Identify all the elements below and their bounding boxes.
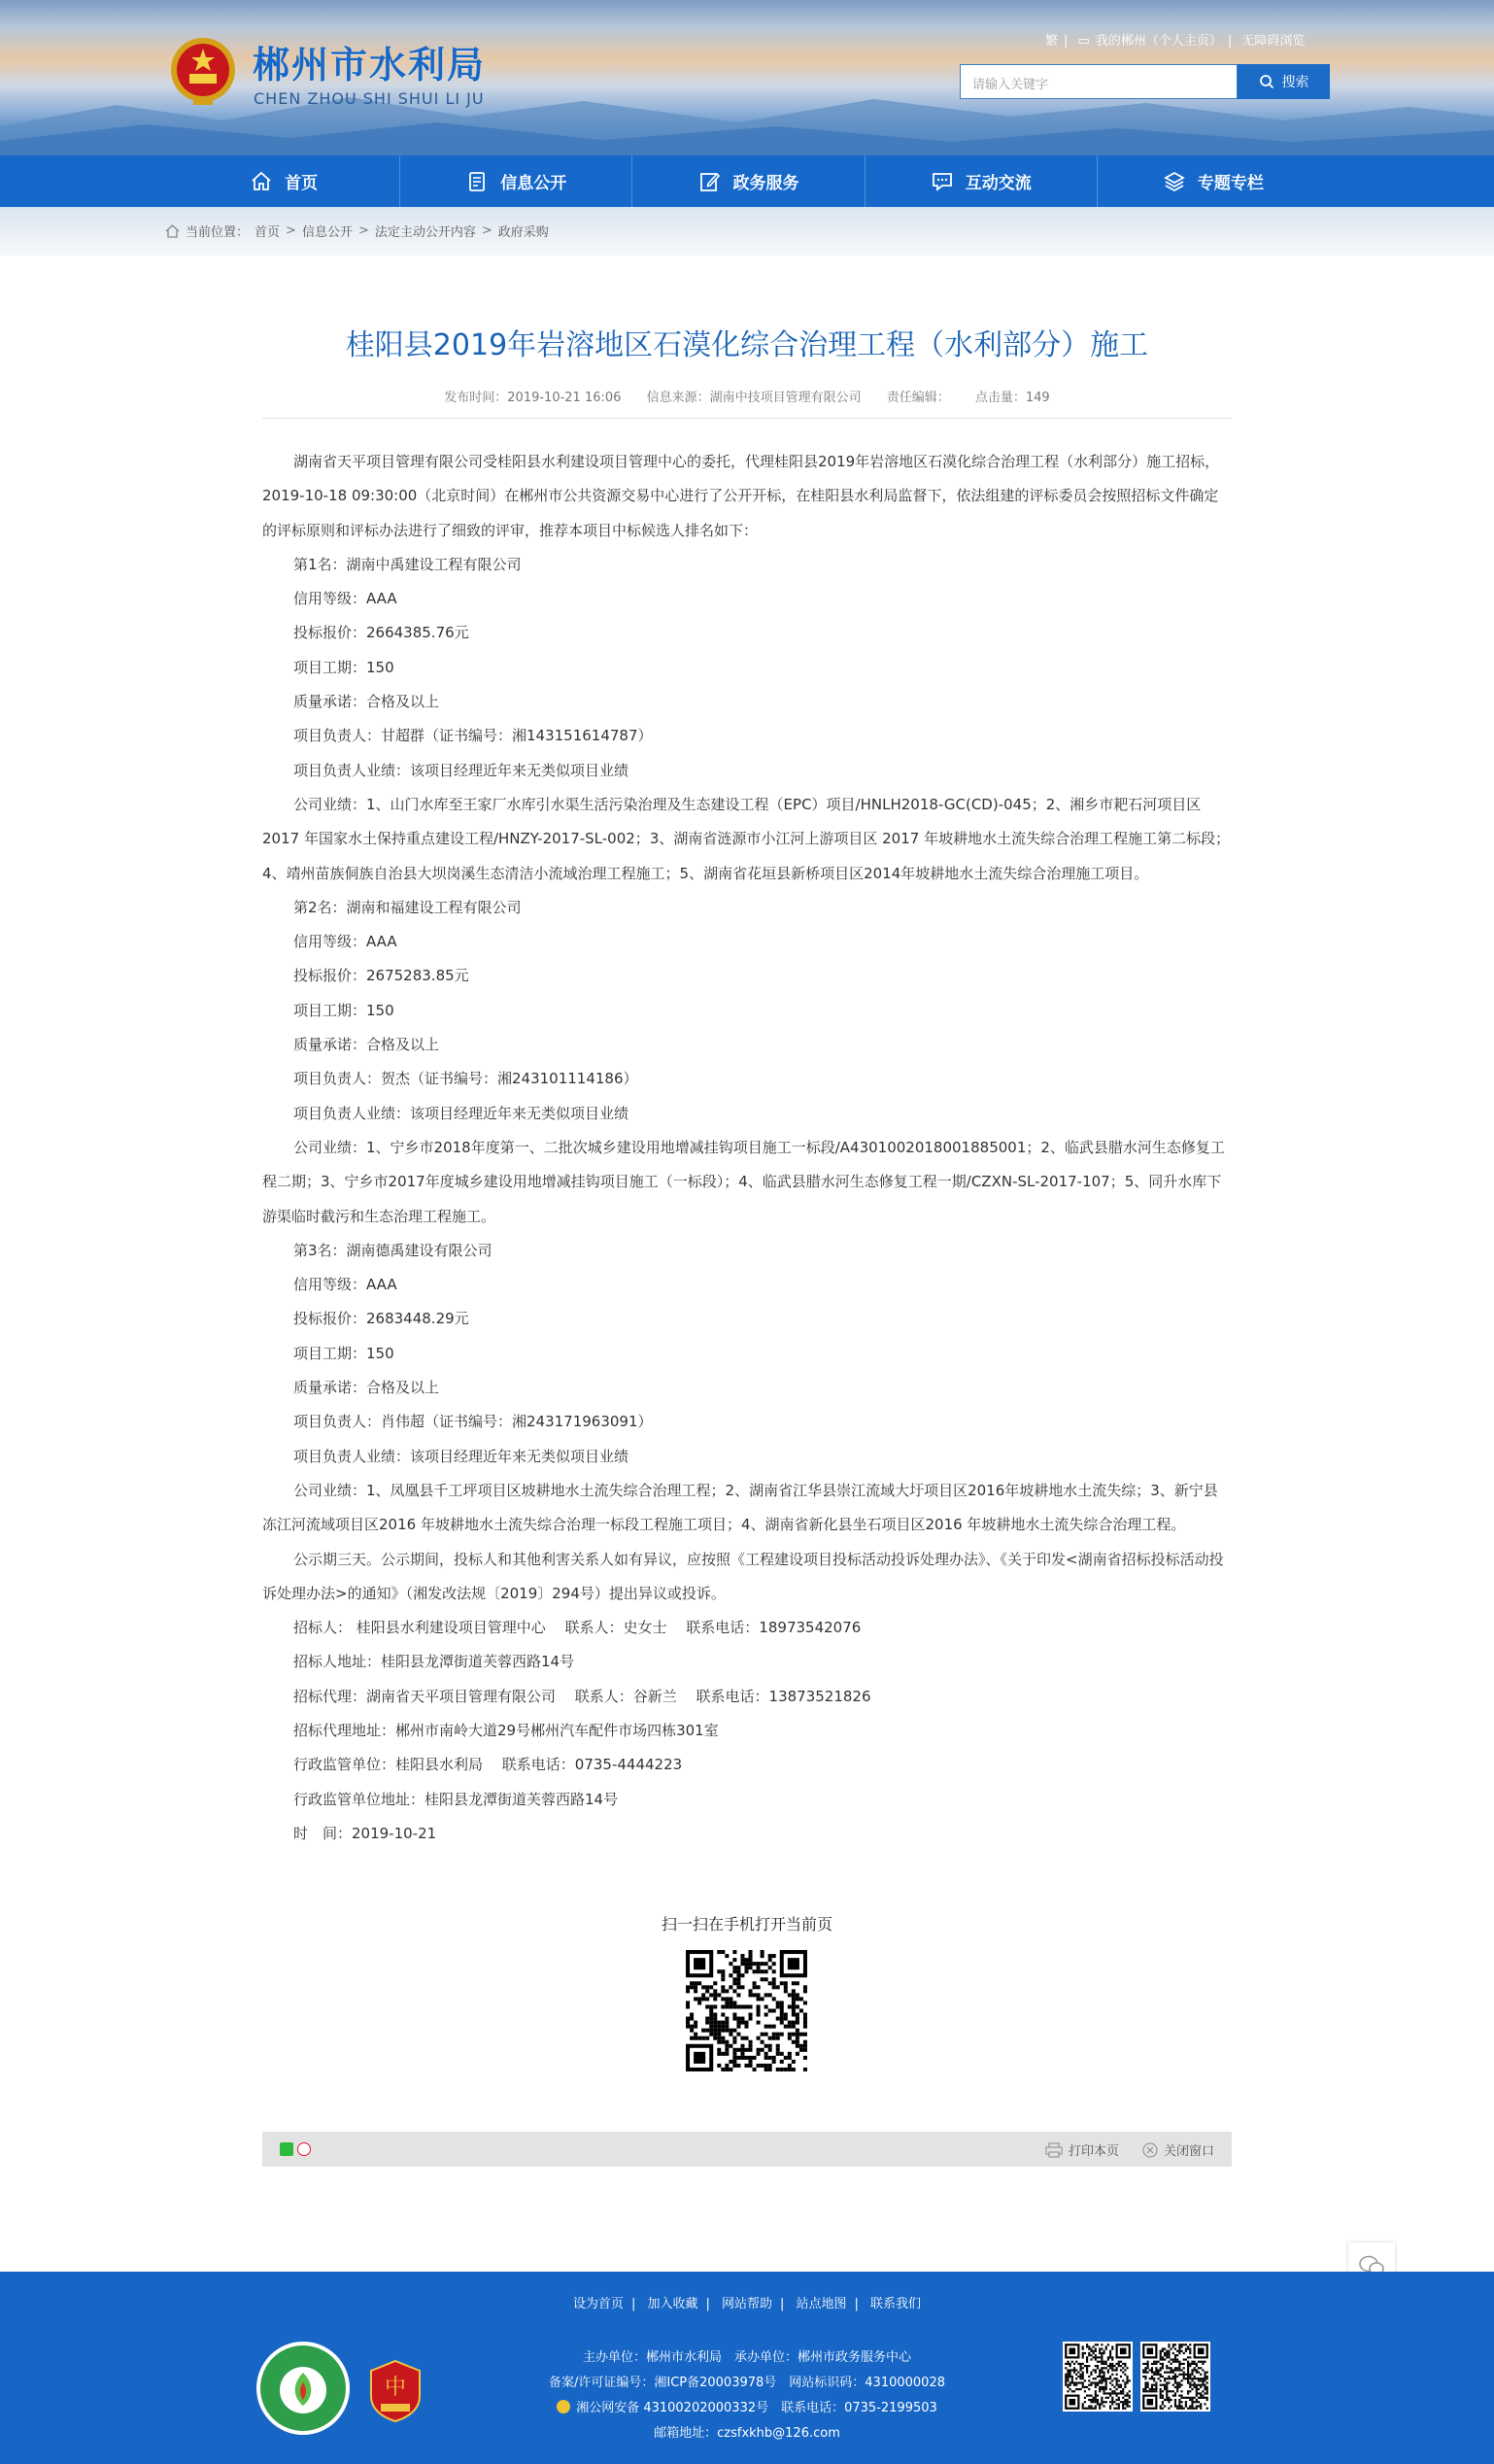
edit-icon — [698, 170, 722, 193]
police-badge-icon — [557, 2400, 570, 2413]
article-paragraph: 项目负责人业绩：该项目经理近年来无类似项目业绩 — [293, 1447, 629, 1465]
breadcrumb-separator: > — [481, 223, 492, 238]
search-button-label: 搜索 — [1281, 75, 1309, 90]
article-paragraph: 招标人地址：桂阳县龙潭街道芙蓉西路14号 — [293, 1653, 575, 1671]
article-paragraph: 公司业绩：1、山门水库至王家厂水库引水渠生活污染治理及生态建设工程（EPC）项目/HNLH2018-GC(CD)-045；2、湘乡市耙石河项目区2017 年国家水土保持重点建设工程/HNZY-2017-SL-002；3、湖南省涟源市小江河上游项目区 2017 年坡耕地水土流失综合治理工程施工第二标段；4、靖州苗族侗族自治县大坝岗溪生态清洁小流域治理工程施工；5、湖南省花垣县新桥项目区2014年坡耕地水土流失综合治理施工项目。 — [262, 795, 1231, 882]
article-paragraph: 第1名：湖南中禹建设工程有限公司 — [293, 555, 522, 573]
personal-homepage-link[interactable]: 我的郴州（个人主页） — [1095, 34, 1222, 49]
main-nav — [0, 155, 1494, 207]
set-homepage-link[interactable]: 设为首页 — [572, 2297, 624, 2311]
breadcrumb-separator: > — [357, 223, 369, 238]
breadcrumb-separator: > — [286, 223, 296, 238]
article-paragraph: 项目工期：150 — [293, 1001, 394, 1019]
nav-item-gov-services[interactable] — [632, 155, 865, 207]
share-icons — [280, 2142, 311, 2156]
svg-text:中: 中 — [384, 2376, 407, 2400]
responsible-editor: 责任编辑： — [886, 391, 950, 405]
wechat-share-icon[interactable] — [280, 2142, 293, 2156]
nav-item-home[interactable] — [168, 155, 400, 207]
article-toolbar — [262, 2132, 1232, 2167]
article-paragraph: 信用等级：AAA — [293, 1276, 397, 1294]
qr-caption: 扫一扫在手机打开当前页 — [661, 1915, 832, 1934]
article-paragraph: 湖南省天平项目管理有限公司受桂阳县水利建设项目管理中心的委托，代理桂阳县2019年岩溶地区石漠化综合治理工程（水利部分）施工招标，2019-10-18 09:30:00（北京时间）在郴州市公共资源交易中心进行了公开开标，在桂阳县水利局监督下，依法组建的评标委员会按照招标文件确定的评标原则和评标办法进行了细致的评审，推荐本项目中标候选人排名如下： — [262, 453, 1220, 539]
breadcrumb-item-statutory[interactable]: 法定主动公开内容 — [374, 225, 476, 240]
home-icon — [250, 170, 273, 193]
nav-item-label: 专题专栏 — [1197, 174, 1264, 193]
email-address: 邮箱地址：czsfxkhb@126.com — [654, 2426, 840, 2441]
article-title: 桂阳县2019年岩溶地区石漠化综合治理工程（水利部分）施工 — [345, 328, 1149, 362]
article-paragraph: 行政监管单位地址：桂阳县龙潭街道芙蓉西路14号 — [293, 1790, 619, 1808]
article-paragraph: 项目负责人：甘超群（证书编号：湘143151614787） — [293, 727, 653, 745]
home-icon — [165, 224, 180, 238]
article-paragraph: 投标报价：2683448.29元 — [293, 1310, 469, 1328]
print-button[interactable] — [1045, 2140, 1119, 2159]
print-label: 打印本页 — [1068, 2144, 1119, 2159]
nav-item-info-disclosure[interactable] — [400, 155, 632, 207]
nav-item-label: 信息公开 — [500, 174, 567, 193]
sitemap-link[interactable]: 站点地图 — [796, 2297, 847, 2311]
view-count: 点击量：149 — [974, 391, 1050, 405]
footer-qr-code-2 — [1140, 2342, 1210, 2412]
nav-item-special-topics[interactable] — [1098, 155, 1329, 207]
host-organizer: 主办单位：郴州市水利局 承办单位：郴州市政务服务中心 — [582, 2350, 911, 2365]
footer-qr-code-1 — [1063, 2342, 1133, 2412]
article-paragraph: 招标人： 桂阳县水利建设项目管理中心 联系人：史女士 联系电话：18973542076 — [293, 1619, 862, 1637]
article-paragraph: 质量承诺：合格及以上 — [293, 1036, 440, 1054]
title-divider — [262, 418, 1232, 419]
site-title[interactable]: 郴州市水利局 — [253, 44, 487, 86]
nav-item-interaction[interactable] — [866, 155, 1098, 207]
article-content — [262, 445, 1232, 1851]
site-footer — [0, 2272, 1494, 2464]
nav-item-label: 互动交流 — [965, 174, 1032, 193]
national-emblem-icon — [168, 33, 238, 111]
article-paragraph: 项目负责人：肖伟超（证书编号：湘243171963091） — [293, 1413, 653, 1431]
police-record[interactable] — [486, 2396, 1008, 2421]
article-paragraph: 项目工期：150 — [293, 1344, 394, 1362]
article-paragraph: 信用等级：AAA — [293, 590, 397, 608]
article-paragraph: 时 间：2019-10-21 — [293, 1824, 437, 1842]
article-paragraph: 行政监管单位：桂阳县水利局 联系电话：0735-4444223 — [293, 1756, 683, 1774]
article-paragraph: 公示期三天。公示期间，投标人和其他利害关系人如有异议，应按照《工程建设项目投标活动投诉处理办法》、《关于印发<湖南省招标投标活动投诉处理办法>的通知》（湘发改法规〔2019〕294号）提出异议或投诉。 — [262, 1550, 1224, 1602]
article-paragraph: 项目负责人：贺杰（证书编号：湘243101114186） — [293, 1070, 638, 1088]
add-favorite-link[interactable]: 加入收藏 — [647, 2297, 698, 2311]
weibo-share-icon[interactable] — [297, 2142, 311, 2156]
chat-icon — [931, 170, 954, 193]
traditional-chinese-link[interactable]: 繁 — [1045, 34, 1059, 49]
close-window-button[interactable] — [1142, 2140, 1214, 2159]
article-paragraph: 第2名：湖南和福建设工程有限公司 — [293, 898, 522, 916]
article-paragraph: 项目负责人业绩：该项目经理近年来无类似项目业绩 — [293, 1104, 629, 1122]
article-paragraph: 质量承诺：合格及以上 — [293, 1379, 440, 1397]
close-label: 关闭窗口 — [1163, 2144, 1214, 2159]
breadcrumb-item-procurement[interactable]: 政府采购 — [497, 225, 549, 240]
site-help-link[interactable]: 网站帮助 — [721, 2297, 772, 2311]
icp-record[interactable]: 备案/许可证编号：湘ICP备20003978号 网站标识码：4310000028 — [548, 2376, 945, 2390]
layers-icon — [1163, 170, 1186, 193]
footer-links: 设为首页 | 加入收藏 | 网站帮助 | 站点地图 | 联系我们 — [572, 2297, 922, 2311]
document-icon — [465, 170, 489, 193]
footer-info — [486, 2345, 1008, 2447]
nav-item-label: 首页 — [285, 174, 319, 193]
party-gov-badge-icon[interactable] — [369, 2359, 422, 2423]
breadcrumb-prefix: 当前位置： — [186, 225, 250, 240]
qr-code-image — [682, 1946, 811, 2075]
police-record-text: 湘公网安备 43100202000332号 联系电话：0735-2199503 — [576, 2401, 937, 2415]
article-meta — [262, 387, 1232, 405]
article-paragraph: 招标代理地址：郴州市南岭大道29号郴州汽车配件市场四栋301室 — [293, 1721, 719, 1739]
breadcrumb-item-info[interactable]: 信息公开 — [301, 225, 353, 240]
search-button[interactable] — [1238, 64, 1330, 99]
article-paragraph: 公司业绩：1、宁乡市2018年度第一、二批次城乡建设用地增减挂钩项目施工一标段/A4301002018001885001；2、临武县腊水河生态修复工程二期；3、宁乡市2017年度城乡建设用地增减挂钩项目施工（一标段）；4、临武县腊水河生态修复工程一期/CZXN-SL-2017-107；5、同升水库下游渠临时截污和生态治理工程施工。 — [262, 1138, 1225, 1225]
article-paragraph: 质量承诺：合格及以上 — [293, 693, 440, 711]
top-links: 繁 | ▭ 我的郴州（个人主页） | 无障碍浏览 — [1045, 34, 1306, 49]
civilization-unit-badge-icon[interactable] — [255, 2340, 352, 2437]
article-paragraph: 项目负责人业绩：该项目经理近年来无类似项目业绩 — [293, 761, 629, 779]
article-paragraph: 信用等级：AAA — [293, 933, 397, 951]
info-source: 信息来源：湖南中技项目管理有限公司 — [646, 391, 862, 405]
contact-us-link[interactable]: 联系我们 — [870, 2297, 922, 2311]
nav-item-label: 政务服务 — [732, 174, 799, 193]
article-paragraph: 第3名：湖南德禹建设有限公司 — [293, 1241, 492, 1259]
printer-icon — [1045, 2142, 1063, 2158]
monitor-icon: ▭ — [1077, 34, 1090, 49]
search-icon — [1259, 74, 1274, 89]
article-paragraph: 投标报价：2675283.85元 — [293, 967, 469, 985]
site-header — [0, 0, 1494, 155]
article-paragraph: 公司业绩：1、凤凰县千工坪项目区坡耕地水土流失综合治理工程；2、湖南省江华县崇江流域大圩项目区2016年坡耕地水土流失综；3、新宁县冻江河流域项目区2016 年坡耕地水土流失综合治理一标段工程施工项目；4、湖南省新化县坐石项目区2016 年坡耕地水土流失综合治理工程。 — [262, 1481, 1218, 1534]
publish-time: 发布时间：2019-10-21 16:06 — [444, 391, 622, 405]
breadcrumb — [165, 222, 549, 240]
close-icon — [1142, 2142, 1158, 2158]
search-input[interactable]: 请输入关键字 — [960, 64, 1238, 99]
article-paragraph: 项目工期：150 — [293, 658, 394, 676]
breadcrumb-item-home[interactable]: 首页 — [255, 225, 281, 240]
accessibility-link[interactable]: 无障碍浏览 — [1241, 34, 1306, 49]
site-subtitle: CHEN ZHOU SHI SHUI LI JU — [254, 89, 485, 108]
article-paragraph: 招标代理：湖南省天平项目管理有限公司 联系人：谷新兰 联系电话：13873521826 — [293, 1687, 871, 1705]
article-paragraph: 投标报价：2664385.76元 — [293, 624, 469, 642]
